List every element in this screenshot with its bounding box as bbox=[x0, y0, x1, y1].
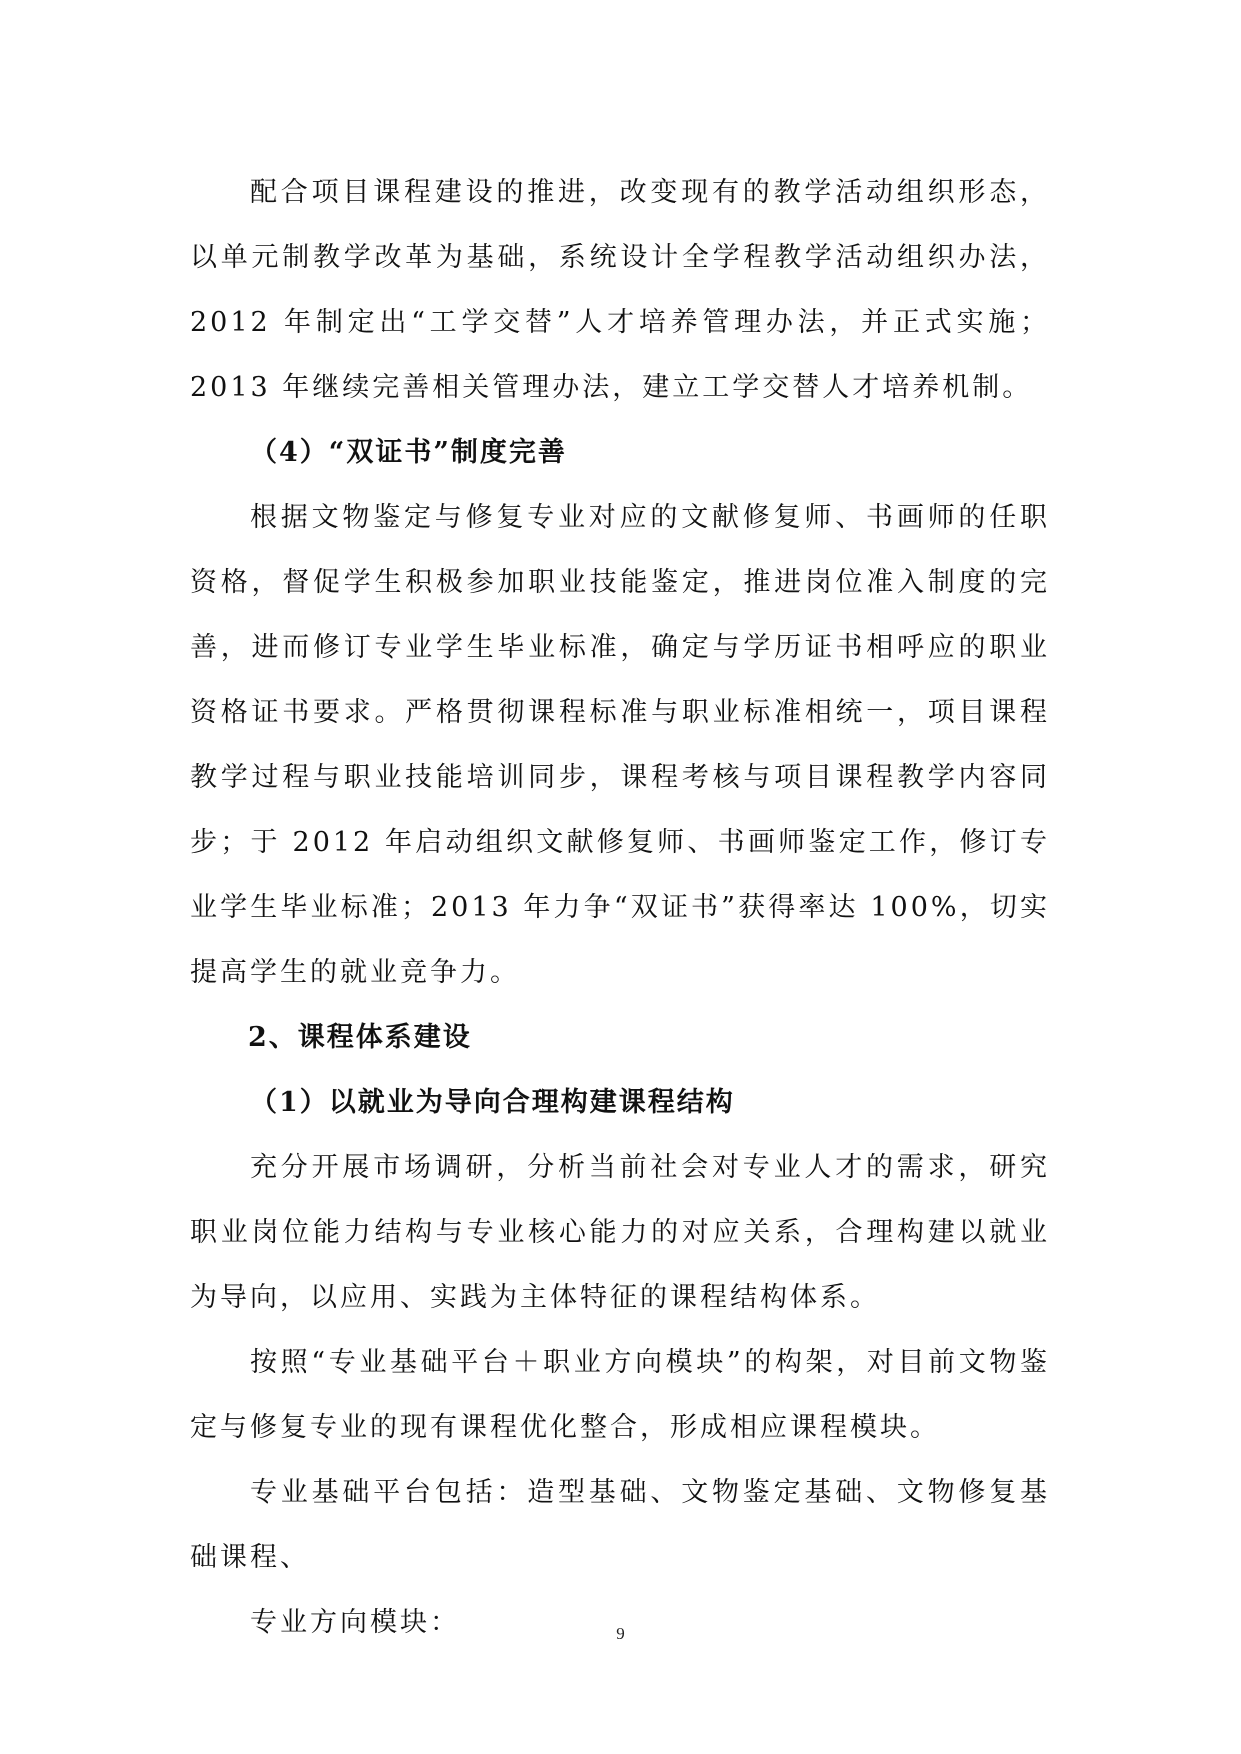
paragraph-platform-modules: 按照“专业基础平台＋职业方向模块”的构架，对目前文物鉴定与修复专业的现有课程优化整合，形成相应课程模块。 bbox=[190, 1347, 1050, 1443]
heading-course-structure: （1）以就业为导向合理构建课程结构 bbox=[250, 1087, 735, 1118]
page-number: 9 bbox=[616, 1624, 625, 1643]
paragraph-direction-modules: 专业方向模块： bbox=[250, 1607, 460, 1638]
heading-dual-certificate: （4）“双证书”制度完善 bbox=[250, 437, 567, 468]
paragraph-work-study: 配合项目课程建设的推进，改变现有的教学活动组织形态，以单元制教学改革为基础，系统设计全学程教学活动组织办法，2012 年制定出“工学交替”人才培养管理办法，并正式实施；2013 年继续完善相关管理办法，建立工学交替人才培养机制。 bbox=[190, 177, 1050, 403]
page-body bbox=[190, 160, 1050, 1655]
heading-curriculum-system: 2、课程体系建设 bbox=[248, 1022, 472, 1053]
paragraph-market-research: 充分开展市场调研，分析当前社会对专业人才的需求，研究职业岗位能力结构与专业核心能力的对应关系，合理构建以就业为导向，以应用、实践为主体特征的课程结构体系。 bbox=[190, 1152, 1050, 1313]
paragraph-dual-certificate: 根据文物鉴定与修复专业对应的文献修复师、书画师的任职资格，督促学生积极参加职业技能鉴定，推进岗位准入制度的完善，进而修订专业学生毕业标准，确定与学历证书相呼应的职业资格证书要求。严格贯彻课程标准与职业标准相统一，项目课程教学过程与职业技能培训同步，课程考核与项目课程教学内容同步；于 2012 年启动组织文献修复师、书画师鉴定工作，修订专业学生毕业标准；2013 年力争“双证书”获得率达 100%，切实提高学生的就业竞争力。 bbox=[190, 502, 1050, 988]
paragraph-foundation-platform: 专业基础平台包括：造型基础、文物鉴定基础、文物修复基础课程、 bbox=[190, 1477, 1050, 1573]
